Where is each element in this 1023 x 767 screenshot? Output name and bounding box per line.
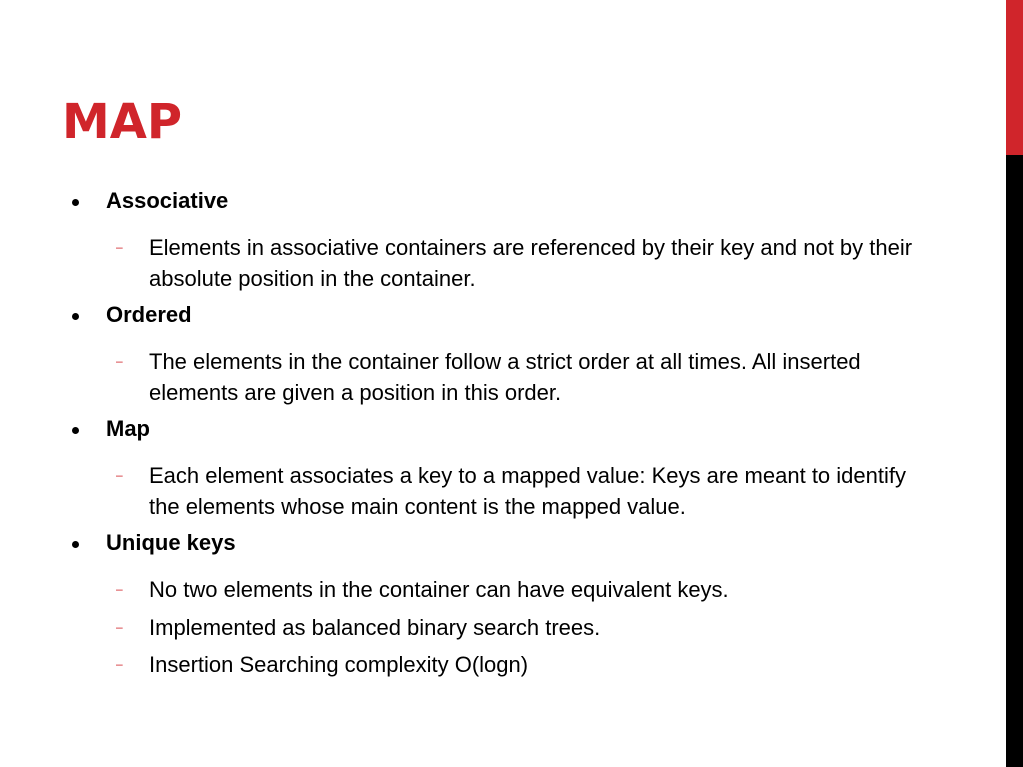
sub-item-text: Insertion Searching complexity O(logn)	[149, 652, 529, 677]
side-accent-bar-red	[1006, 0, 1023, 155]
dash-icon: –	[116, 582, 123, 596]
bullet-dot-icon	[72, 541, 79, 548]
dash-icon: –	[116, 354, 123, 368]
dash-icon: –	[116, 620, 123, 634]
sub-item-text: Elements in associative containers are referenced by their key and not by their absolute position in the container.	[149, 235, 913, 291]
bullet-label: Map	[106, 416, 150, 441]
slide-title: MAP	[62, 94, 183, 150]
dash-icon: –	[116, 468, 123, 482]
bullet-dot-icon	[72, 427, 79, 434]
sub-item-text: Implemented as balanced binary search trees.	[149, 615, 601, 640]
bullet-label: Unique keys	[106, 530, 236, 555]
bullet-label: Ordered	[106, 302, 192, 327]
bullet-dot-icon	[72, 199, 79, 206]
bullet-dot-icon	[72, 313, 79, 320]
dash-icon: –	[116, 240, 123, 254]
side-accent-bar-black	[1006, 155, 1023, 767]
sub-item-text: The elements in the container follow a strict order at all times. All inserted elements are given a position in this order.	[149, 349, 861, 405]
sub-item-text: No two elements in the container can have equivalent keys.	[149, 577, 729, 602]
dash-icon: –	[116, 657, 123, 671]
bullet-label: Associative	[106, 188, 229, 213]
sub-item-text: Each element associates a key to a mapped value: Keys are meant to identify the elements whose main content is the mapped value.	[149, 463, 906, 519]
